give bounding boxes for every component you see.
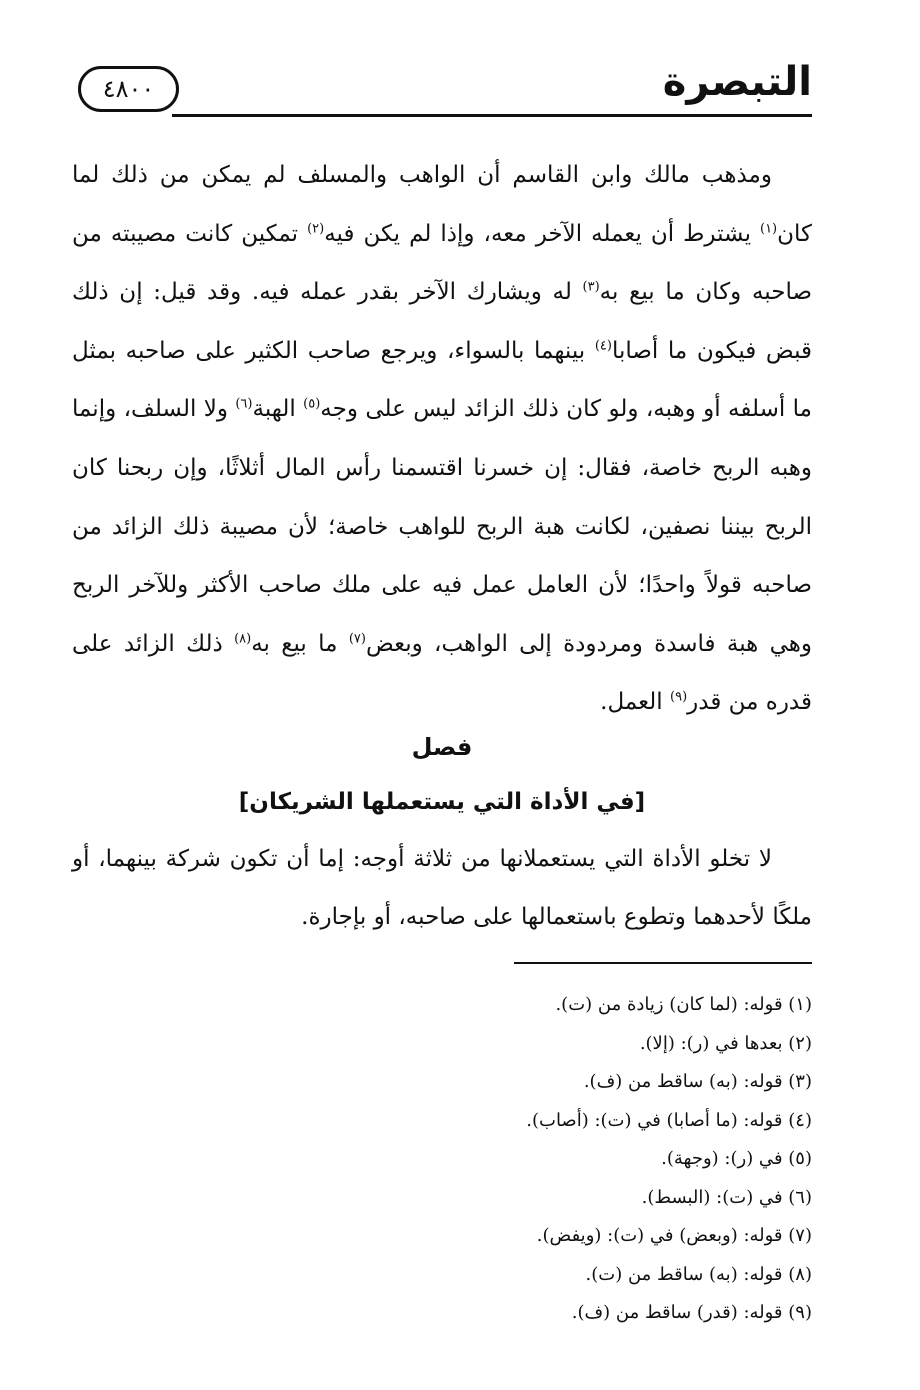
footnote-ref: (٢)	[307, 220, 325, 236]
book-title: التبصرة	[662, 59, 812, 105]
footnote-ref: (٩)	[670, 689, 688, 705]
footnote-ref: (٣)	[582, 279, 600, 295]
text-segment: العمل.	[600, 689, 670, 716]
header-rule	[172, 114, 812, 117]
text-segment: الهبة	[252, 396, 304, 423]
footnote: (٥) في (ر): (وجهة).	[661, 1148, 812, 1169]
footnote-ref: (١)	[759, 220, 778, 236]
section-subtitle: [في الأداة التي يستعملها الشريكان]	[238, 789, 646, 815]
text-segment: ومذهب مالك وابن القاسم أن الواهب والمسلف لم يمكن من ذلك لما كان	[72, 162, 812, 247]
page-header	[72, 52, 812, 122]
footnote-ref: (٤)	[594, 338, 612, 354]
footnote: (٧) قوله: (وبعض) في (ت): (ويفض).	[536, 1225, 812, 1246]
text-segment: بينهما بالسواء، ويرجع صاحب الكثير على صاحبه بمثل ما أسلفه أو وهبه، ولو كان ذلك الزائد ليس على وجه	[72, 337, 812, 423]
text-segment: ذلك الزائد على قدره من قدر	[72, 630, 812, 716]
text-segment: له ويشارك الآخر بقدر عمله فيه. وقد قيل: إن ذلك قبض فيكون ما أصابا	[72, 279, 812, 364]
footnote: (٢) بعدها في (ر): (إلا).	[639, 1032, 812, 1054]
section-title: فصل	[411, 733, 473, 761]
page-number: ٤٨٠٠	[78, 66, 179, 112]
text-segment: يشترط أن يعمله الآخر معه، وإذا لم يكن فيه	[324, 220, 760, 247]
footnote: (٨) قوله: (به) ساقط من (ت).	[585, 1263, 812, 1285]
footnotes	[72, 986, 812, 1333]
section-body	[72, 830, 812, 946]
main-text	[72, 146, 812, 732]
footnote: (٩) قوله: (قدر) ساقط من (ف).	[571, 1302, 812, 1323]
text-segment: تمكين كانت مصيبته من صاحبه وكان ما بيع به	[72, 220, 812, 306]
footnote-ref: (٥)	[303, 396, 321, 412]
footnote: (٦) في (ت): (البسط).	[641, 1186, 812, 1208]
footnote: (٤) قوله: (ما أصابا) في (ت): (أصاب).	[526, 1109, 812, 1131]
paragraph	[72, 146, 812, 732]
footnote-divider	[514, 962, 812, 964]
footnote-ref: (٨)	[234, 631, 252, 647]
paragraph: لا تخلو الأداة التي يستعملانها من ثلاثة أوجه: إما أن تكون شركة بينهما، أو ملكًا لأحدهما وتطوع باستعمالها على صاحبه، أو بإجارة.	[72, 846, 812, 930]
text-segment: ما بيع به	[251, 630, 349, 657]
footnote: (١) قوله: (لما كان) زيادة من (ت).	[555, 994, 812, 1015]
footnote-ref: (٧)	[348, 631, 366, 647]
footnote-ref: (٦)	[235, 396, 253, 412]
text-segment: ولا السلف، وإنما وهبه الربح خاصة، فقال: إن خسرنا اقتسمنا رأس المال أثلاثًا، وإن ربحنا كان الربح بيننا نصفين، لكانت هبة الربح للواهب خاصة؛ لأن مصيبة ذلك الزائد من صاحبه قولاً واحدًا؛ لأن العامل عمل فيه على ملك صاحب الأكثر وللآخر الربح وهي هبة فاسدة ومردودة إلى الواهب، وبعض	[72, 396, 812, 657]
footnote: (٣) قوله: (به) ساقط من (ف).	[583, 1071, 812, 1092]
